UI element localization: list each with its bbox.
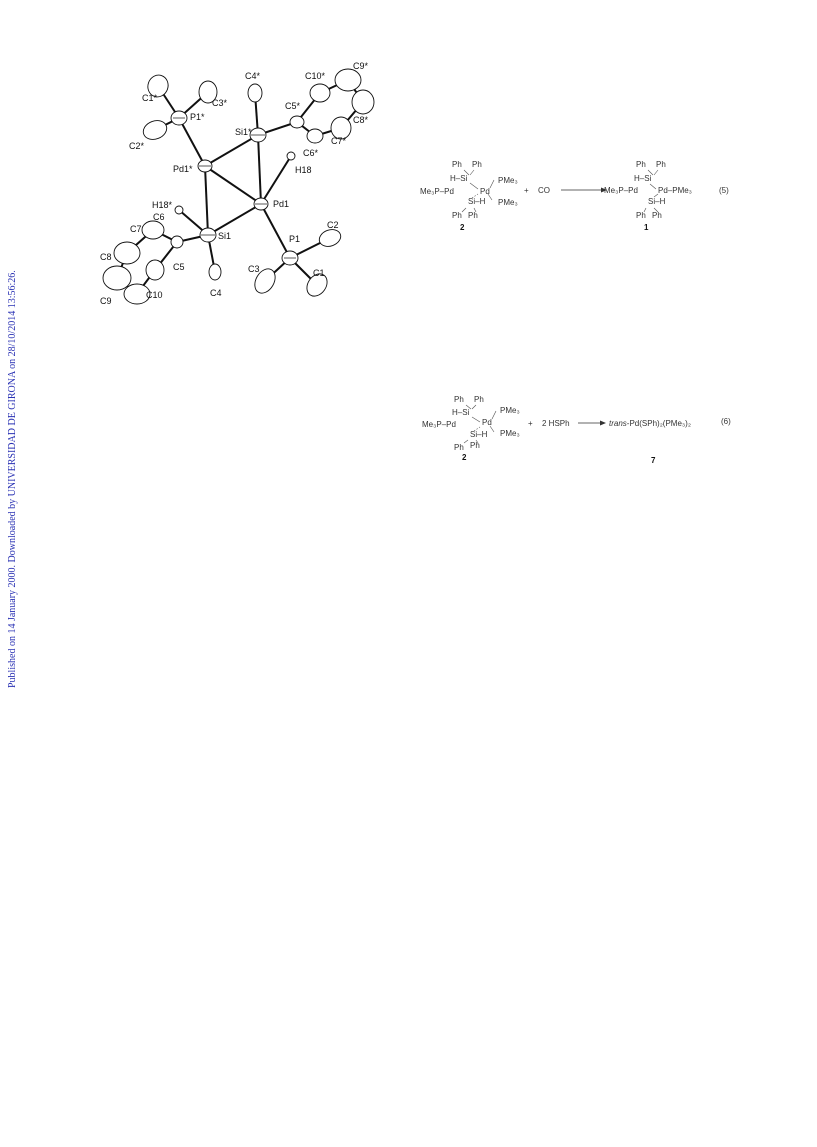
eq6-left-pme3-2: PMe₃ (500, 429, 520, 438)
label-C3: C3 (248, 264, 260, 274)
label-C4: C4 (210, 288, 222, 298)
label-C1: C1 (313, 268, 325, 278)
eq6-left-ph-bottom-2: Ph (470, 441, 480, 450)
eq5-right-h-si: H–Si (634, 174, 652, 183)
label-C5s: C5* (285, 101, 301, 111)
label-C8s: C8* (353, 115, 369, 125)
eq6-product-trans: trans (609, 419, 627, 428)
label-C8: C8 (100, 252, 112, 262)
eq5-left-compound: 2 (460, 223, 465, 232)
label-C7: C7 (130, 224, 142, 234)
label-C6s: C6* (303, 148, 319, 158)
label-C9: C9 (100, 296, 112, 306)
label-C7s: C7* (331, 136, 347, 146)
eq5-left-ph-top-1: Ph (452, 160, 462, 169)
eq6-left-ph-top-1: Ph (454, 395, 464, 404)
label-C1s: C1* (142, 93, 158, 103)
label-C2: C2 (327, 220, 339, 230)
eq5-left-pme3-2: PMe₃ (498, 198, 518, 207)
label-Si1: Si1 (218, 231, 232, 241)
eq5-right-pd-pme3: Pd–PMe₃ (658, 186, 692, 195)
label-C9s: C9* (353, 61, 369, 71)
label-H18: H18 (295, 165, 312, 175)
label-C10: C10 (146, 290, 163, 300)
eq6-left-si-h: Si–H (470, 430, 488, 439)
eq6-left-compound: 2 (462, 453, 467, 462)
label-P1s: P1* (190, 112, 205, 122)
label-P1: P1 (289, 234, 301, 244)
label-C6: C6 (153, 212, 165, 222)
eq5-right-ph-bottom-1: Ph (636, 211, 646, 220)
eq6-left-ph-top-2: Ph (474, 395, 484, 404)
eq5-left-h-si: H–Si (450, 174, 468, 183)
eq6-product-compound: 7 (651, 456, 656, 465)
eq5-right-me3p-pd: Me₃P–Pd (604, 186, 638, 195)
eq5-left-ph-top-2: Ph (472, 160, 482, 169)
label-Si1s: Si1* (235, 127, 252, 137)
label-Pd1s: Pd1* (173, 164, 193, 174)
eq5-reagent: CO (538, 186, 550, 195)
eq6-reagent: 2 HSPh (542, 419, 570, 428)
eq6-left-h-si: H–Si (452, 408, 470, 417)
label-C4s: C4* (245, 71, 261, 81)
eq6-plus: + (528, 419, 533, 428)
eq5-right-ph-bottom-2: Ph (652, 211, 662, 220)
label-C5: C5 (173, 262, 185, 272)
eq5-left-ph-bottom-1: Ph (452, 211, 462, 220)
eq6-product-formula: -Pd(SPh)₂(PMe₃)₂ (626, 419, 691, 428)
label-H18s: H18* (152, 200, 173, 210)
eq5-right-ph-top-2: Ph (656, 160, 666, 169)
label-Pd1: Pd1 (273, 199, 290, 209)
eq5-left-si-h: Si–H (468, 197, 486, 206)
eq6-number: (6) (721, 417, 731, 426)
publication-sidebar (2, 240, 20, 690)
eq5-plus: + (524, 186, 529, 195)
eq6-arrowhead (600, 421, 606, 426)
label-C3s: C3* (212, 98, 228, 108)
eq6-left-pme3-1: PMe₃ (500, 406, 520, 415)
publication-note: Published on 14 January 2000. Downloaded by UNIVERSIDAD DE GIRONA on 28/10/2014 13:56:26. (7, 270, 18, 688)
label-C2s: C2* (129, 141, 145, 151)
eq5-left-ph-bottom-2: Ph (468, 211, 478, 220)
eq5-left-pme3-1: PMe₃ (498, 176, 518, 185)
eq5-left-pd: Pd (480, 187, 490, 196)
eq5-number: (5) (719, 186, 729, 195)
eq5-right-si-h: Si–H (648, 197, 666, 206)
equation-6 (420, 395, 745, 475)
eq5-left-me3p-pd: Me₃P–Pd (420, 187, 454, 196)
equation-5 (418, 156, 743, 236)
eq6-left-pd: Pd (482, 418, 492, 427)
label-C10s: C10* (305, 71, 326, 81)
eq5-right-compound: 1 (644, 223, 649, 232)
crystal-structure-figure (95, 58, 385, 313)
eq6-left-me3p-pd: Me₃P–Pd (422, 420, 456, 429)
eq6-product (609, 419, 691, 428)
eq6-left-ph-bottom-1: Ph (454, 443, 464, 452)
eq5-right-ph-top-1: Ph (636, 160, 646, 169)
